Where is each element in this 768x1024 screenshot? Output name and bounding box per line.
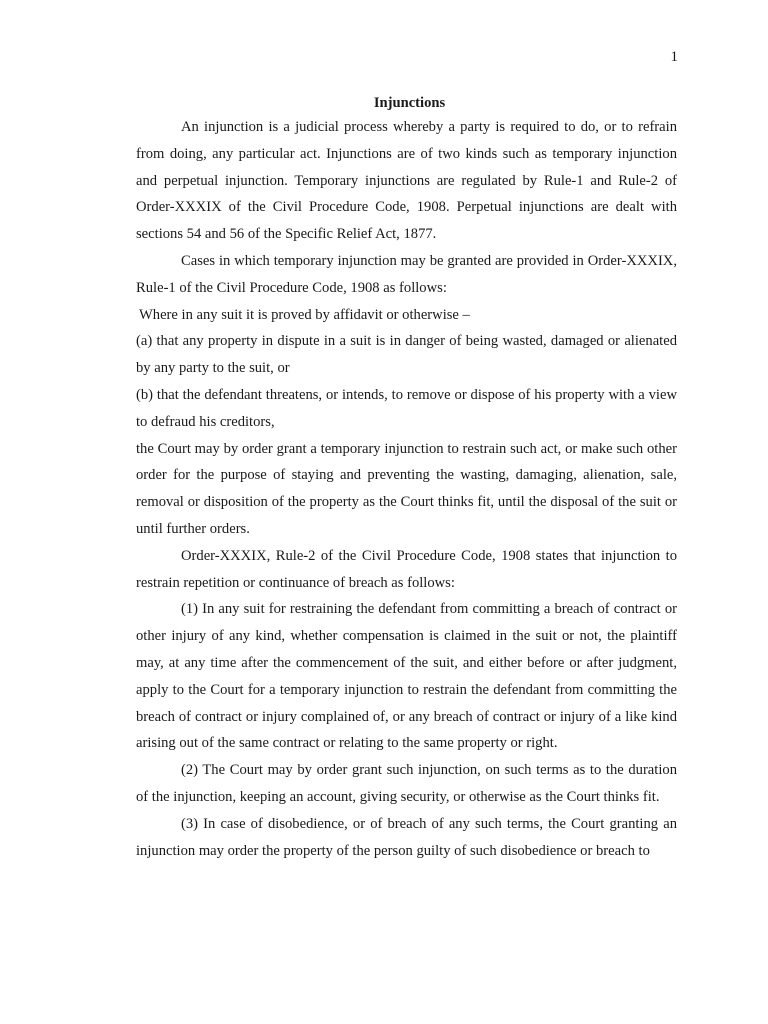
paragraph-rule1-intro: Cases in which temporary injunction may be granted are provided in Order-XXXIX, Rule-1 of the Civil Procedure Code, 1908 as follows: <box>136 252 677 296</box>
paragraph-definition: An injunction is a judicial process whereby a party is required to do, or to refrain from doing, any particular act. Injunctions are of two kinds such as temporary injunction and perpetual injunction. Temporary injunctions are regulated by Rule-1 and Rule-2 of Order-XXXIX of the Civil Procedure Code, 1908. Perpetual injunctions are dealt with sections 54 and 56 of the Specific Relief Act, 1877. <box>136 119 677 243</box>
clause-2: (2) The Court may by order grant such injunction, on such terms as to the duration of the injunction, keeping an account, giving security, or otherwise as the Court thinks fit. <box>136 762 677 805</box>
document-body <box>136 92 677 864</box>
paragraph-court-order: the Court may by order grant a temporary injunction to restrain such act, or make such other order for the purpose of staying and preventing the wasting, damaging, alienation, sale, removal or disposition of the property as the Court thinks fit, until the disposal of the suit or until further orders. <box>136 440 677 537</box>
clause-1: (1) In any suit for restraining the defendant from committing a breach of contract or other injury of any kind, whether compensation is claimed in the suit or not, the plaintiff may, at any time after the commencement of the suit, and either before or after judgment, apply to the Court for a temporary injunction to restrain the defendant from committing the breach of contract or injury complained of, or any breach of contract or injury of a like kind arising out of the same contract or relating to the same property or right. <box>136 601 677 752</box>
clause-3: (3) In case of disobedience, or of breach of any such terms, the Court granting an injunction may order the property of the person guilty of such disobedience or breach to <box>136 815 677 859</box>
paragraph-condition: Where in any suit it is proved by affidavit or otherwise – <box>139 306 470 323</box>
document-title: Injunctions <box>373 95 446 111</box>
paragraph-rule2-intro: Order-XXXIX, Rule-2 of the Civil Procedure Code, 1908 states that injunction to restrain repetition or continuance of breach as follows: <box>136 547 677 591</box>
clause-a: (a) that any property in dispute in a suit is in danger of being wasted, damaged or alienated by any party to the suit, or <box>136 333 677 377</box>
clause-b: (b) that the defendant threatens, or intends, to remove or dispose of his property with a view to defraud his creditors, <box>136 386 677 430</box>
page-number: 1 <box>670 49 678 65</box>
